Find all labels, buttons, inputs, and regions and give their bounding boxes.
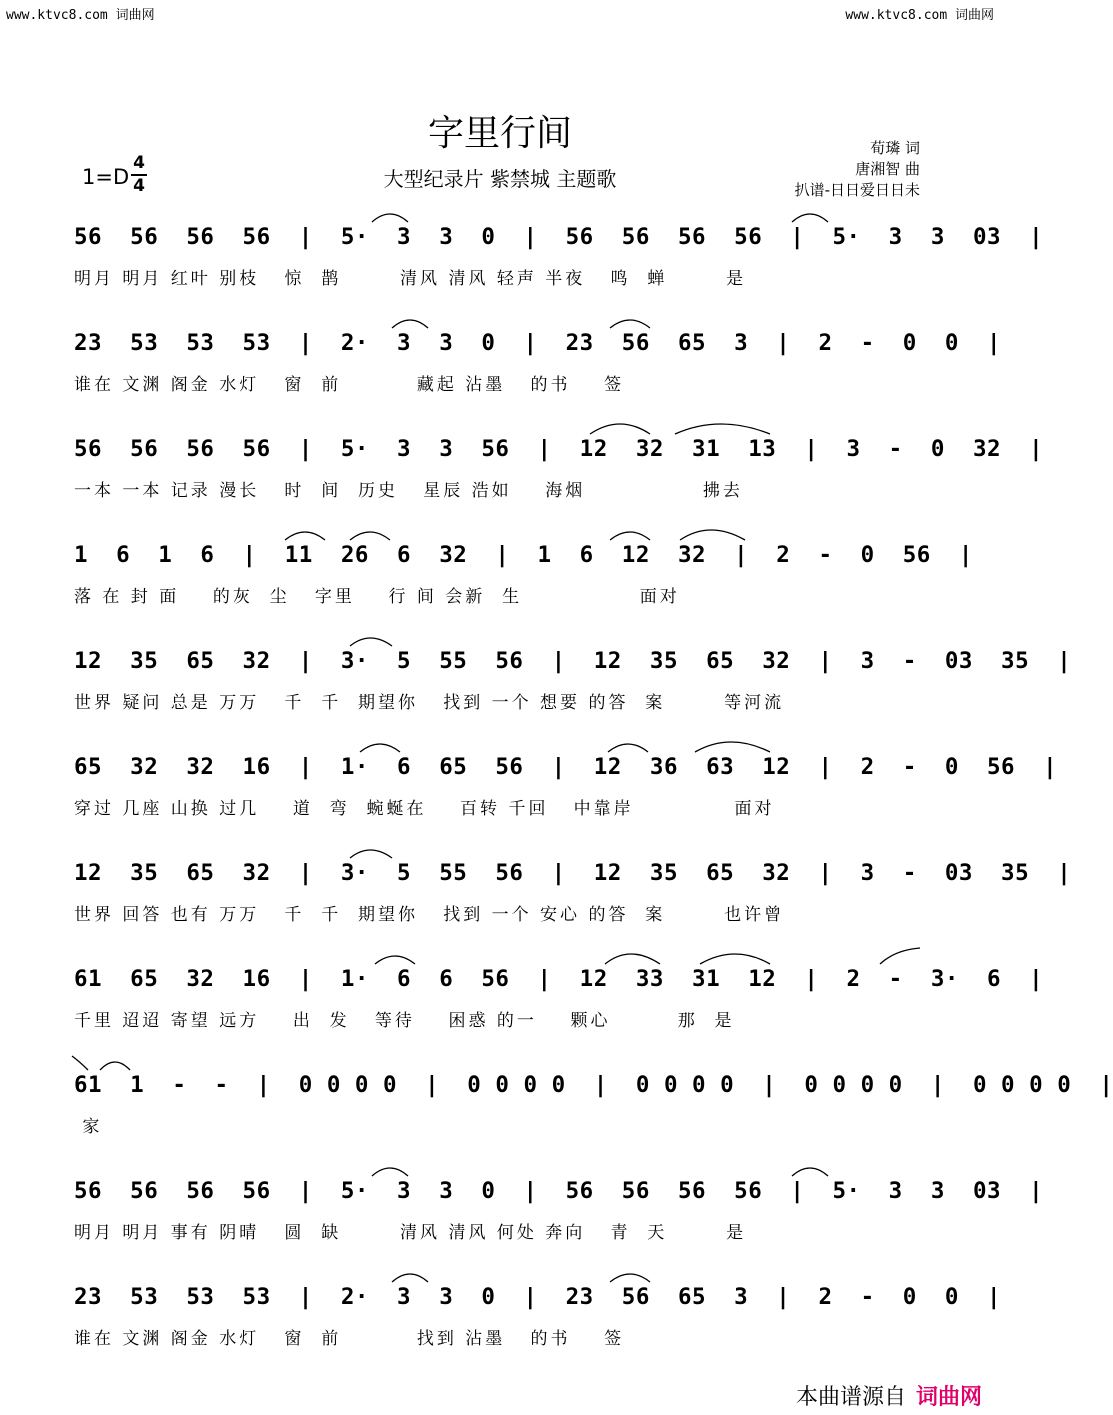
tie-arc [680,530,745,540]
page-subtitle: 大型纪录片 紫禁城 主题歌 [383,167,617,191]
tie-arc [372,1168,408,1176]
transcriber-credit: 扒谱-日日爱日日未 [794,181,920,199]
notes-row-5: 12 35 65 32 | 3· 5 55 56 | 12 35 65 32 | 3 - 03 35 | [74,648,1072,674]
watermark-right: www.ktvc8.com 词曲网 [845,8,994,23]
lyrics-row-11: 谁在 文渊 阁金 水灯 窗 前 找到 沾墨 的书 签 [74,1329,625,1349]
lyrics-row-1: 明月 明月 红叶 别枝 惊 鹊 清风 清风 轻声 半夜 鸣 蝉 是 [74,269,747,289]
key-signature: 1=D [82,165,130,189]
tie-arc [350,850,392,858]
watermark-left: www.ktvc8.com 词曲网 [6,8,155,23]
footer-brand[interactable]: 词曲网 [915,1385,982,1410]
lyrics-row-2: 谁在 文渊 阁金 水灯 窗 前 藏起 沾墨 的书 签 [74,375,625,395]
notes-row-11: 23 53 53 53 | 2· 3 3 0 | 23 56 65 3 | 2 - 0 0 | [74,1284,1002,1310]
tie-arc [392,320,428,328]
time-sig-bottom: 4 [133,176,145,196]
notes-row-6: 65 32 32 16 | 1· 6 65 56 | 12 36 63 12 | 2 - 0 56 | [74,754,1058,780]
notes-row-8: 61 65 32 16 | 1· 6 6 56 | 12 33 31 12 | 2 - 3· 6 | [74,966,1044,992]
lyricist-credit: 荀璘 词 [870,139,920,157]
tie-arc [792,1168,828,1176]
tie-arc [72,1056,88,1070]
lyrics-row-8: 千里 迢迢 寄望 远方 出 发 等待 困惑 的一 颗心 那 是 [74,1011,735,1031]
lyrics-row-3: 一本 一本 记录 漫长 时 间 历史 星辰 浩如 海烟 拂去 [74,481,743,501]
notes-row-7: 12 35 65 32 | 3· 5 55 56 | 12 35 65 32 | 3 - 03 35 | [74,860,1072,886]
tie-arc [372,214,408,222]
notes-row-9: 61 1 - - | 0 0 0 0 | 0 0 0 0 | 0 0 0 0 | 0 0 0 0 | 0 0 0 0 | [74,1072,1113,1098]
tie-arc [608,744,648,752]
lyrics-row-5: 世界 疑问 总是 万万 千 千 期望你 找到 一个 想要 的答 案 等河流 [74,693,785,713]
tie-arc [695,742,770,752]
tie-arc [792,214,828,222]
tie-arc [880,948,920,964]
lyrics-row-9: 家 [74,1117,103,1137]
lyrics-row-7: 世界 回答 也有 万万 千 千 期望你 找到 一个 安心 的答 案 也许曾 [74,905,785,925]
footer-source [796,1380,982,1411]
tie-arc [360,744,400,752]
tie-arc [590,424,650,434]
notes-row-10: 56 56 56 56 | 5· 3 3 0 | 56 56 56 56 | 5· 3 3 03 | [74,1178,1044,1204]
tie-arc [610,320,650,328]
tie-arc [392,1274,428,1282]
lyrics-row-6: 穿过 几座 山换 过几 道 弯 蜿蜒在 百转 千回 中靠岸 面对 [74,799,775,819]
tie-arc [610,532,650,540]
composer-credit: 唐湘智 曲 [855,160,920,178]
tie-arc [700,954,770,964]
page-title: 字里行间 [427,113,572,154]
tie-arc [610,1274,650,1282]
tie-arc [350,638,392,646]
tie-arc [350,532,390,540]
tie-arc [285,532,325,540]
tie-arc [605,954,660,964]
notes-row-4: 1 6 1 6 | 11 26 6 32 | 1 6 12 32 | 2 - 0 56 | [74,542,973,568]
lyrics-row-10: 明月 明月 事有 阴晴 圆 缺 清风 清风 何处 奔向 青 天 是 [74,1223,747,1243]
time-sig-top: 4 [133,153,145,173]
footer-text: 本曲谱源自 [795,1385,906,1410]
notes-row-1: 56 56 56 56 | 5· 3 3 0 | 56 56 56 56 | 5· 3 3 03 | [74,224,1044,250]
tie-arc [100,1062,130,1070]
lyrics-row-4: 落 在 封 面 的灰 尘 字里 行 间 会新 生 面对 [74,587,680,607]
notes-row-2: 23 53 53 53 | 2· 3 3 0 | 23 56 65 3 | 2 - 0 0 | [74,330,1002,356]
notes-row-3: 56 56 56 56 | 5· 3 3 56 | 12 32 31 13 | 3 - 0 32 | [74,436,1044,462]
tie-arc [675,424,770,434]
tie-arc [375,956,415,964]
